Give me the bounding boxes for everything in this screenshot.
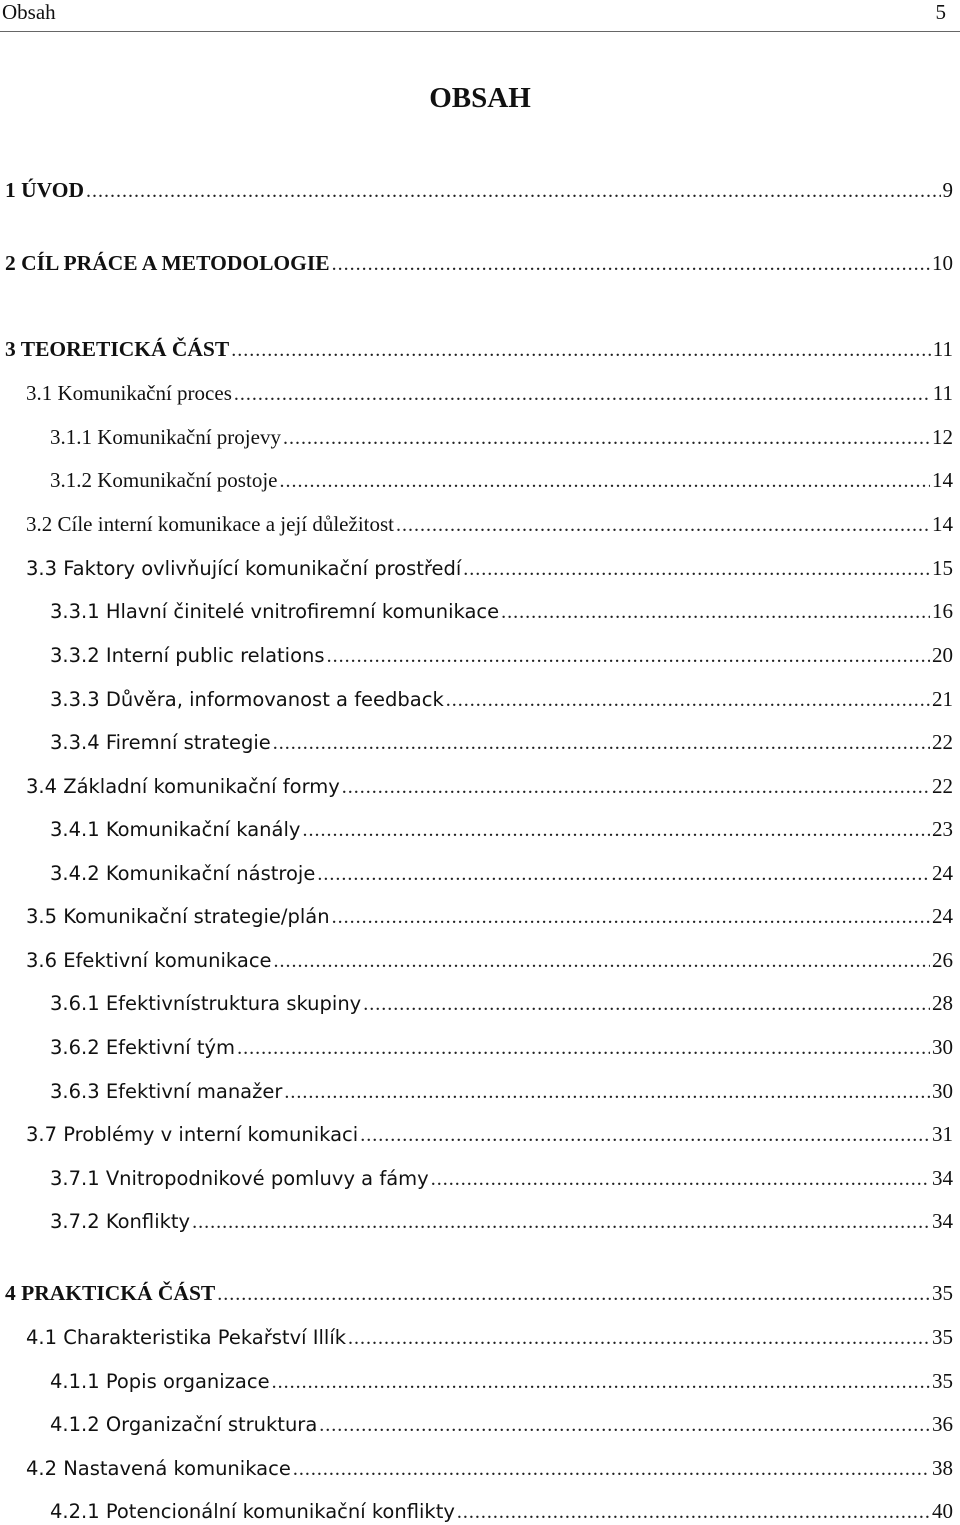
toc-entry-label: 4.2.1 Potencionální komunikační konflikty (50, 1500, 455, 1523)
toc-entry[interactable] (0, 860, 953, 887)
toc-entry-page: 23 (932, 817, 953, 841)
toc-leader (272, 1369, 930, 1395)
toc-entry-page: 21 (932, 687, 953, 711)
toc-entry-page: 35 (932, 1281, 953, 1305)
toc-entry-page: 22 (932, 774, 953, 798)
toc-entry[interactable] (0, 250, 953, 277)
toc-leader (86, 178, 941, 204)
toc-entry[interactable] (0, 177, 953, 204)
toc-entry[interactable] (0, 511, 953, 538)
toc-entry-page: 28 (932, 991, 953, 1015)
toc-entry-page: 38 (932, 1456, 953, 1480)
toc-leader (283, 425, 930, 451)
toc-entry-page: 11 (932, 337, 953, 361)
header-section-title: Obsah (2, 0, 56, 24)
toc-entry-label: 3.5 Komunikační strategie/plán (26, 905, 330, 928)
toc-leader (348, 1325, 930, 1351)
toc-entry-page: 24 (932, 904, 953, 928)
toc-entry-page: 30 (932, 1035, 953, 1059)
toc-entry-page: 34 (932, 1209, 953, 1233)
toc-entry-label: 3.4 Základní komunikační formy (26, 775, 340, 798)
toc-entry[interactable] (0, 1208, 953, 1235)
toc-entry-label: 3.4.1 Komunikační kanály (50, 818, 301, 841)
toc-leader (360, 1122, 930, 1148)
toc-leader (342, 774, 930, 800)
toc-entry[interactable] (0, 380, 953, 407)
toc-entry-label: 3.7 Problémy v interní komunikaci (26, 1123, 359, 1146)
header-page-number: 5 (935, 0, 946, 24)
toc-entry-page: 12 (932, 425, 953, 449)
toc-entry-label: 3.6.3 Efektivní manažer (50, 1080, 283, 1103)
toc-entry-label: 3.2 Cíle interní komunikace a její důležitost (26, 512, 394, 536)
toc-entry[interactable] (0, 1078, 953, 1105)
toc-leader (192, 1209, 930, 1235)
toc-entry-label: 3.1.2 Komunikační postoje (50, 468, 278, 492)
toc-entry-page: 35 (932, 1325, 953, 1349)
toc-entry-page: 14 (932, 468, 953, 492)
page-header (0, 0, 960, 30)
toc-entry-label: 3.4.2 Komunikační nástroje (50, 862, 316, 885)
toc-entry-label: 3.6.1 Efektivnístruktura skupiny (50, 992, 362, 1015)
toc-entry[interactable] (0, 1280, 953, 1307)
page-title: OBSAH (429, 82, 531, 114)
toc-leader (237, 1035, 930, 1061)
toc-entry-page: 36 (932, 1412, 953, 1436)
toc-entry-label: 3.3 Faktory ovlivňující komunikační prostředí (26, 557, 462, 580)
toc-entry-label: 4.2 Nastavená komunikace (26, 1457, 291, 1480)
toc-entry-label: 3 TEORETICKÁ ČÁST (5, 337, 230, 361)
toc-entry[interactable] (0, 816, 953, 843)
toc-entry-page: 31 (932, 1122, 953, 1146)
toc-entry-page: 16 (932, 599, 953, 623)
toc-entry-label: 3.3.4 Firemní strategie (50, 731, 271, 754)
toc-leader (327, 643, 930, 669)
toc-entry-page: 10 (932, 251, 953, 275)
toc-leader (363, 991, 930, 1017)
toc-entry[interactable] (0, 598, 953, 625)
toc-entry[interactable] (0, 903, 953, 930)
toc-leader (396, 512, 930, 538)
toc-entry-label: 3.3.2 Interní public relations (50, 644, 325, 667)
toc-entry-label: 4 PRAKTICKÁ ČÁST (5, 1281, 216, 1305)
toc-entry[interactable] (0, 642, 953, 669)
toc-entry-label: 4.1.2 Organizační struktura (50, 1413, 318, 1436)
toc-entry[interactable] (0, 1455, 953, 1482)
toc-leader (501, 599, 930, 625)
toc-leader (431, 1166, 930, 1192)
toc-entry[interactable] (0, 1411, 953, 1438)
toc-entry[interactable] (0, 555, 953, 582)
toc-entry-page: 30 (932, 1079, 953, 1103)
toc-leader (317, 861, 930, 887)
toc-entry[interactable] (0, 1368, 953, 1395)
toc-entry-page: 34 (932, 1166, 953, 1190)
toc-leader (274, 948, 930, 974)
toc-entry-label: 3.3.3 Důvěra, informovanost a feedback (50, 688, 444, 711)
toc-leader (332, 251, 930, 277)
toc-leader (463, 556, 930, 582)
toc-leader (284, 1079, 930, 1105)
toc-leader (457, 1499, 930, 1525)
toc-entry-label: 3.7.1 Vnitropodnikové pomluvy a fámy (50, 1167, 429, 1190)
toc-leader (273, 730, 930, 756)
toc-entry-page: 22 (932, 730, 953, 754)
toc-entry[interactable] (0, 990, 953, 1017)
toc-entry-label: 3.7.2 Konflikty (50, 1210, 191, 1233)
toc-entry[interactable] (0, 424, 953, 451)
toc-entry[interactable] (0, 773, 953, 800)
toc-entry-page: 35 (932, 1369, 953, 1393)
toc-entry-label: 3.1 Komunikační proces (26, 381, 232, 405)
toc-entry-label: 1 ÚVOD (5, 178, 84, 202)
toc-entry-page: 9 (942, 178, 953, 202)
toc-entry[interactable] (0, 1165, 953, 1192)
toc-entry[interactable] (0, 947, 953, 974)
toc-entry-page: 15 (932, 556, 953, 580)
toc-leader (319, 1412, 930, 1438)
toc-leader (217, 1281, 930, 1307)
toc-leader (293, 1456, 930, 1482)
toc-entry-page: 11 (932, 381, 953, 405)
toc-entry[interactable] (0, 1324, 953, 1351)
header-divider (0, 31, 960, 32)
toc-entry[interactable] (0, 467, 953, 494)
toc-entry-label: 4.1 Charakteristika Pekařství Illík (26, 1326, 347, 1349)
toc-entry-page: 14 (932, 512, 953, 536)
toc-entry-page: 24 (932, 861, 953, 885)
toc-entry[interactable] (0, 729, 953, 756)
toc-leader (279, 468, 930, 494)
toc-entry-page: 20 (932, 643, 953, 667)
toc-entry-label: 3.6.2 Efektivní tým (50, 1036, 236, 1059)
toc-entry-page: 40 (932, 1499, 953, 1523)
toc-leader (332, 904, 930, 930)
toc-leader (234, 381, 931, 407)
toc-entry[interactable] (0, 1034, 953, 1061)
toc-leader (302, 817, 930, 843)
toc-entry[interactable] (0, 1498, 953, 1525)
toc-entry-label: 3.6 Efektivní komunikace (26, 949, 272, 972)
toc-entry[interactable] (0, 336, 953, 363)
toc-entry-label: 4.1.1 Popis organizace (50, 1370, 270, 1393)
toc-leader (231, 337, 931, 363)
toc-entry[interactable] (0, 686, 953, 713)
toc-entry-label: 3.3.1 Hlavní činitelé vnitrofiremní komunikace (50, 600, 500, 623)
toc-entry-label: 2 CÍL PRÁCE A METODOLOGIE (5, 251, 330, 275)
toc-entry-label: 3.1.1 Komunikační projevy (50, 425, 281, 449)
toc-entry[interactable] (0, 1121, 953, 1148)
toc-leader (446, 687, 930, 713)
toc-entry-page: 26 (932, 948, 953, 972)
